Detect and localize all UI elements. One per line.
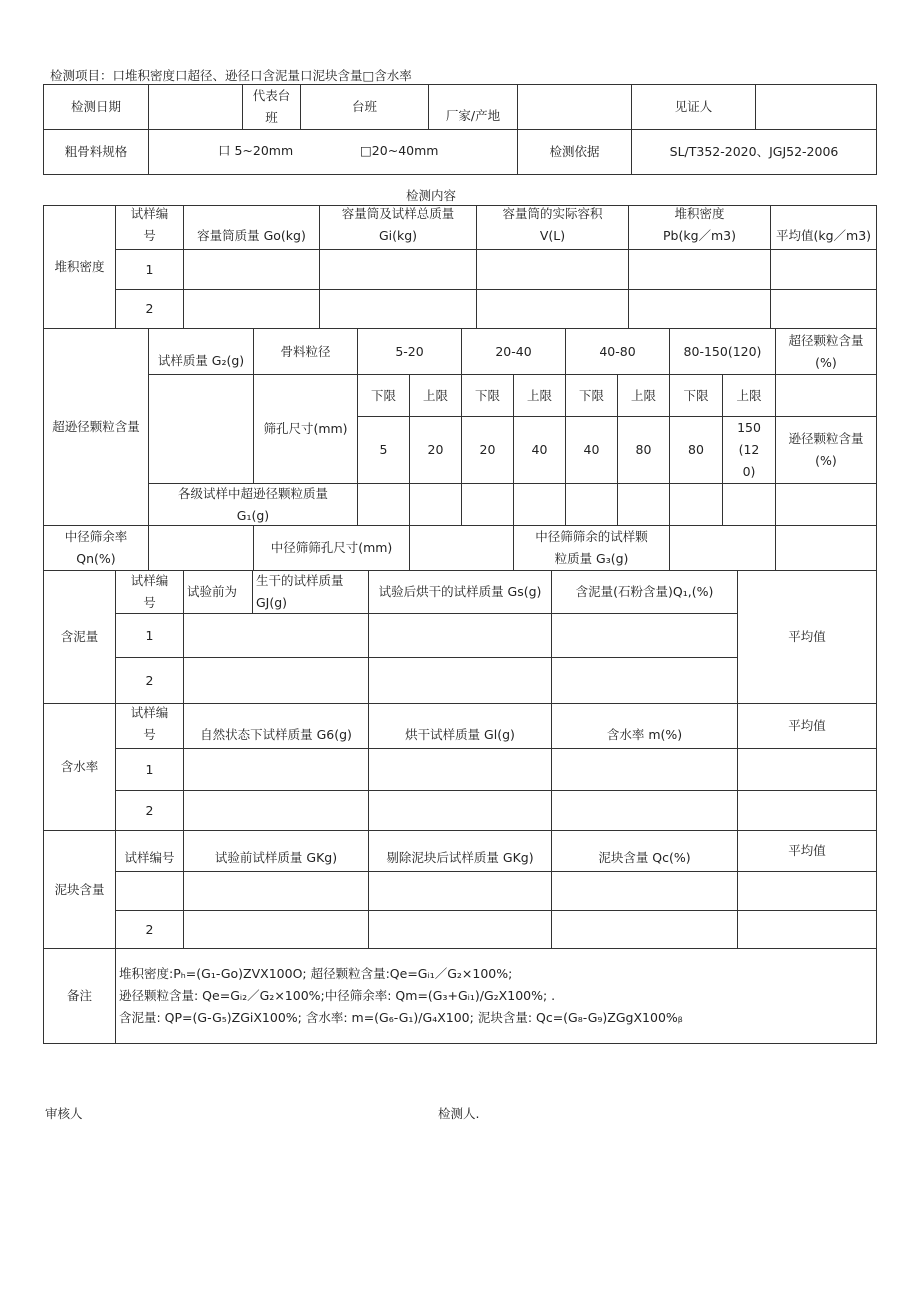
moisture-label bbox=[43, 703, 116, 831]
sieve-size bbox=[513, 416, 566, 484]
input-cell[interactable] bbox=[368, 748, 552, 791]
under-size-label-text: 逊径颗粒含量 (%) bbox=[788, 431, 864, 468]
sieve-size bbox=[565, 416, 618, 484]
rep-shift-label-text: 代表台 班 bbox=[252, 88, 291, 125]
sieve-size-text: 150 (12 0) bbox=[737, 420, 761, 479]
column-header-text: 试验前试样质量 GKg) bbox=[214, 850, 338, 865]
sample-number bbox=[115, 249, 184, 290]
size-range bbox=[565, 328, 670, 375]
average-field[interactable] bbox=[737, 790, 877, 831]
column-header bbox=[183, 703, 369, 749]
basis-value bbox=[631, 129, 877, 175]
sample-number-text: 2 bbox=[145, 301, 154, 316]
input-cell[interactable] bbox=[476, 249, 629, 290]
input-cell[interactable] bbox=[183, 910, 369, 949]
blank-cell[interactable] bbox=[775, 483, 877, 526]
sieve-size-text: 5 bbox=[379, 442, 388, 457]
column-header-text: 剔除泥块后试样质量 GKg) bbox=[386, 850, 534, 865]
date-field[interactable] bbox=[148, 84, 243, 130]
column-header bbox=[183, 830, 369, 872]
column-header bbox=[115, 205, 184, 250]
input-cell[interactable] bbox=[770, 249, 877, 290]
sieve-size-text: 20 bbox=[479, 442, 496, 457]
limit-label bbox=[357, 374, 410, 417]
size-range-text: 5-20 bbox=[395, 343, 424, 359]
sieve-size-text: 80 bbox=[635, 442, 652, 457]
column-header bbox=[183, 570, 253, 614]
moisture-label-text: 含水率 bbox=[60, 759, 99, 774]
bulk-density-label bbox=[43, 205, 116, 329]
formula-line: 含泥量: QP=(G-G₅)ZGiX100%; 含水率: m=(G₆-G₁)/G₄X100; 泥块含量: Qc=(G₈-G₉)ZGgX100%ᵦ bbox=[119, 1010, 683, 1025]
size-label-text: 骨料粒径 bbox=[280, 343, 331, 359]
average-label bbox=[737, 570, 877, 704]
column-header bbox=[319, 205, 477, 250]
sample-number bbox=[115, 790, 184, 831]
column-header bbox=[551, 830, 738, 872]
shift-label bbox=[300, 84, 429, 130]
sample-number bbox=[115, 657, 184, 704]
input-cell[interactable] bbox=[628, 289, 771, 329]
formula-line: 逊径颗粒含量: Qe=Gᵢ₂／G₂×100%;中径筛余率: Qm=(G₃+Gᵢ₁)/G₂X100%; . bbox=[119, 988, 556, 1003]
spec-label bbox=[43, 129, 149, 175]
column-header-text: 泥块含量 Qc(%) bbox=[598, 850, 691, 865]
date-label-text: 检测日期 bbox=[70, 99, 121, 114]
column-header-text: 试样编 号 bbox=[130, 705, 169, 742]
sieve-label bbox=[253, 374, 358, 484]
column-header-text: 烘干试样质量 Gl(g) bbox=[405, 727, 515, 742]
average-field[interactable] bbox=[737, 748, 877, 791]
input-cell[interactable] bbox=[183, 613, 369, 658]
column-header-text: 生干的试样质量 GJ(g) bbox=[256, 573, 344, 610]
input-cell[interactable] bbox=[551, 657, 738, 704]
limit-label bbox=[722, 374, 776, 417]
mud-label bbox=[43, 570, 116, 704]
input-cell[interactable] bbox=[551, 790, 738, 831]
sieve-size bbox=[461, 416, 514, 484]
average-field[interactable] bbox=[737, 910, 877, 949]
clay-lump-label bbox=[43, 830, 116, 949]
mid-sieve-label bbox=[43, 525, 149, 571]
average-field[interactable] bbox=[737, 871, 877, 911]
notes-label-text: 备注 bbox=[66, 988, 92, 1003]
over-size-label-text: 超径颗粒含量 (%) bbox=[788, 332, 864, 370]
spec-label-text: 粗骨料规格 bbox=[64, 144, 128, 159]
mass-field[interactable] bbox=[461, 483, 514, 526]
sample-number bbox=[115, 910, 184, 949]
spec-option-20-40[interactable]: □20~40mm bbox=[360, 143, 439, 158]
column-header-text: 平均值 bbox=[788, 718, 826, 733]
input-cell[interactable] bbox=[183, 871, 369, 911]
sample-number-text: 2 bbox=[145, 802, 154, 818]
input-cell[interactable] bbox=[319, 289, 477, 329]
column-header bbox=[368, 703, 552, 749]
input-cell[interactable] bbox=[319, 249, 477, 290]
sieve-size bbox=[409, 416, 462, 484]
limit-label-text: 上限 bbox=[526, 387, 552, 403]
column-header-text: 含泥量(石粉含量)Q₁,(%) bbox=[575, 584, 714, 599]
mid-sieve-field[interactable] bbox=[148, 525, 254, 571]
maker-label bbox=[428, 84, 518, 130]
formula-line: 堆积密度:Pₕ=(G₁-Go)ZVX100O; 超径颗粒含量:Qe=Gᵢ₁／G₂×100%; bbox=[119, 966, 513, 981]
sample-mass-field[interactable] bbox=[148, 374, 254, 484]
sample-number-text: 2 bbox=[145, 921, 154, 937]
mass-field[interactable] bbox=[565, 483, 618, 526]
sample-mass-label bbox=[148, 328, 254, 375]
bulk-density-label-text: 堆积密度 bbox=[54, 259, 105, 274]
column-header-text: 试样编 号 bbox=[130, 573, 169, 610]
mass-field[interactable] bbox=[513, 483, 566, 526]
mid-sieve-size-label-text: 中径筛筛孔尺寸(mm) bbox=[270, 540, 393, 555]
blank-cell[interactable] bbox=[775, 374, 877, 417]
basis-label-text: 检测依据 bbox=[549, 144, 600, 159]
column-header-text: 容量筒质量 Go(kg) bbox=[197, 228, 306, 243]
date-label bbox=[43, 84, 149, 130]
column-header-text: 试样编号 bbox=[124, 850, 175, 865]
sieve-size bbox=[722, 416, 776, 484]
mass-field[interactable] bbox=[357, 483, 410, 526]
limit-label-text: 下限 bbox=[578, 387, 604, 403]
sample-number bbox=[115, 871, 184, 911]
column-header bbox=[115, 570, 184, 614]
input-cell[interactable] bbox=[368, 790, 552, 831]
oversize-mass-label bbox=[148, 483, 358, 526]
sieve-label-text: 筛孔尺寸(mm) bbox=[263, 421, 348, 436]
input-cell[interactable] bbox=[183, 748, 369, 791]
input-cell[interactable] bbox=[476, 289, 629, 329]
mass-field[interactable] bbox=[409, 483, 462, 526]
mid-sieve-label-text: 中径筛余率 Qn(%) bbox=[64, 529, 128, 566]
limit-label-text: 上限 bbox=[630, 387, 656, 403]
sieve-size bbox=[357, 416, 410, 484]
input-cell[interactable] bbox=[770, 289, 877, 329]
sample-number-text: 2 bbox=[145, 672, 154, 688]
sample-mass-label-text: 试样质量 G₂(g) bbox=[157, 353, 245, 368]
mass-field[interactable] bbox=[617, 483, 670, 526]
mid-sieve-mass-label bbox=[513, 525, 670, 571]
input-cell[interactable] bbox=[368, 657, 552, 704]
column-header bbox=[252, 570, 369, 614]
rep-shift-label bbox=[242, 84, 301, 130]
sample-number-text: 1 bbox=[145, 627, 154, 643]
input-cell[interactable] bbox=[183, 289, 320, 329]
limit-label bbox=[461, 374, 514, 417]
blank-cell[interactable] bbox=[775, 525, 877, 571]
column-header bbox=[628, 205, 771, 250]
limit-label bbox=[513, 374, 566, 417]
mass-field[interactable] bbox=[722, 483, 776, 526]
column-header bbox=[368, 570, 552, 614]
witness-label-text: 见证人 bbox=[674, 99, 713, 114]
under-size-label bbox=[775, 416, 877, 484]
input-cell[interactable] bbox=[551, 748, 738, 791]
column-header-text: 平均值 bbox=[788, 843, 826, 858]
mass-field[interactable] bbox=[669, 483, 723, 526]
spec-option-5-20[interactable]: 口 5~20mm bbox=[218, 143, 294, 158]
clay-lump-label-text: 泥块含量 bbox=[54, 881, 105, 897]
oversize-mass-label-text: 各级试样中超逊径颗粒质量 G₁(g) bbox=[177, 485, 328, 523]
column-header-text: 含水率 m(%) bbox=[606, 727, 683, 742]
tester-label: 检测人. bbox=[438, 1106, 480, 1121]
size-range-text: 20-40 bbox=[495, 343, 532, 359]
reviewer-label: 审核人 bbox=[45, 1106, 83, 1121]
limit-label bbox=[617, 374, 670, 417]
column-header bbox=[476, 205, 629, 250]
column-header bbox=[551, 703, 738, 749]
size-range-text: 40-80 bbox=[599, 343, 636, 359]
limit-label-text: 下限 bbox=[474, 387, 500, 403]
input-cell[interactable] bbox=[183, 657, 369, 704]
basis-label bbox=[517, 129, 632, 175]
size-range bbox=[357, 328, 462, 375]
mid-sieve-size-label bbox=[253, 525, 410, 571]
over-size-label bbox=[775, 328, 877, 375]
oversize-label-text: 超逊径颗粒含量 bbox=[52, 419, 140, 434]
mid-sieve-mass-label-text: 中径筛筛余的试样颗 粒质量 G₃(g) bbox=[535, 529, 648, 566]
content-title: 检测内容 bbox=[406, 188, 457, 203]
basis-value-text: SL/T352-2020、JGJ52-2006 bbox=[669, 144, 839, 159]
column-header-text: 自然状态下试样质量 G6(g) bbox=[200, 727, 352, 742]
maker-field[interactable] bbox=[517, 84, 632, 130]
notes-label bbox=[43, 948, 116, 1044]
limit-label bbox=[565, 374, 618, 417]
sieve-size-text: 80 bbox=[688, 442, 704, 457]
spec-options[interactable] bbox=[148, 129, 518, 175]
size-range bbox=[669, 328, 776, 375]
input-cell[interactable] bbox=[368, 871, 552, 911]
sample-number bbox=[115, 613, 184, 658]
maker-label-text: 厂家/产地 bbox=[445, 108, 501, 123]
limit-label-text: 下限 bbox=[683, 387, 709, 403]
column-header bbox=[183, 205, 320, 250]
witness-field[interactable] bbox=[755, 84, 877, 130]
column-header-text: 试验前为 bbox=[187, 584, 238, 599]
limit-label-text: 上限 bbox=[736, 387, 762, 403]
column-header bbox=[770, 205, 877, 250]
test-items-checklist: 检测项目：口堆积密度口超径、逊径口含泥量口泥块含量□含水率 bbox=[50, 68, 412, 83]
column-header-text: 容量筒及试样总质量 Gi(kg) bbox=[341, 206, 455, 243]
size-range bbox=[461, 328, 566, 375]
sample-number-text: 1 bbox=[145, 761, 154, 777]
oversize-label bbox=[43, 328, 149, 526]
column-header bbox=[115, 830, 184, 872]
size-range-text: 80-150(120) bbox=[683, 343, 762, 359]
input-cell[interactable] bbox=[183, 790, 369, 831]
sample-number-text: 1 bbox=[145, 261, 154, 277]
limit-label bbox=[669, 374, 723, 417]
sieve-size-text: 40 bbox=[583, 442, 600, 457]
column-header-text: 容量筒的实际容积 V(L) bbox=[502, 206, 603, 243]
input-cell[interactable] bbox=[183, 249, 320, 290]
sieve-size bbox=[669, 416, 723, 484]
input-cell[interactable] bbox=[551, 910, 738, 949]
column-header-text: 堆积密度 Pb(kg／m3) bbox=[662, 206, 737, 243]
column-header bbox=[115, 703, 184, 749]
sieve-size-text: 40 bbox=[531, 442, 548, 457]
input-cell[interactable] bbox=[628, 249, 771, 290]
sample-number bbox=[115, 289, 184, 329]
size-label bbox=[253, 328, 358, 375]
sieve-size bbox=[617, 416, 670, 484]
mid-sieve-size-field[interactable] bbox=[409, 525, 514, 571]
column-header-text: 平均值(kg／m3) bbox=[775, 228, 872, 243]
limit-label-text: 上限 bbox=[422, 387, 448, 403]
input-cell[interactable] bbox=[368, 910, 552, 949]
average-label-text: 平均值 bbox=[788, 629, 826, 644]
column-header bbox=[368, 830, 552, 872]
column-header-text: 试样编 号 bbox=[130, 206, 169, 243]
mud-label-text: 含泥量 bbox=[60, 629, 99, 644]
witness-label bbox=[631, 84, 756, 130]
column-header bbox=[551, 570, 738, 614]
column-header-text: 试验后烘干的试样质量 Gs(g) bbox=[378, 584, 542, 599]
sample-number bbox=[115, 748, 184, 791]
limit-label bbox=[409, 374, 462, 417]
input-cell[interactable] bbox=[551, 871, 738, 911]
shift-label-text: 台班 bbox=[351, 99, 377, 114]
column-header bbox=[737, 830, 877, 872]
input-cell[interactable] bbox=[368, 613, 552, 658]
column-header bbox=[737, 703, 877, 749]
limit-label-text: 下限 bbox=[370, 387, 396, 403]
notes-formulas bbox=[115, 948, 877, 1044]
input-cell[interactable] bbox=[551, 613, 738, 658]
sieve-size-text: 20 bbox=[427, 442, 444, 457]
mid-sieve-mass-field[interactable] bbox=[669, 525, 776, 571]
